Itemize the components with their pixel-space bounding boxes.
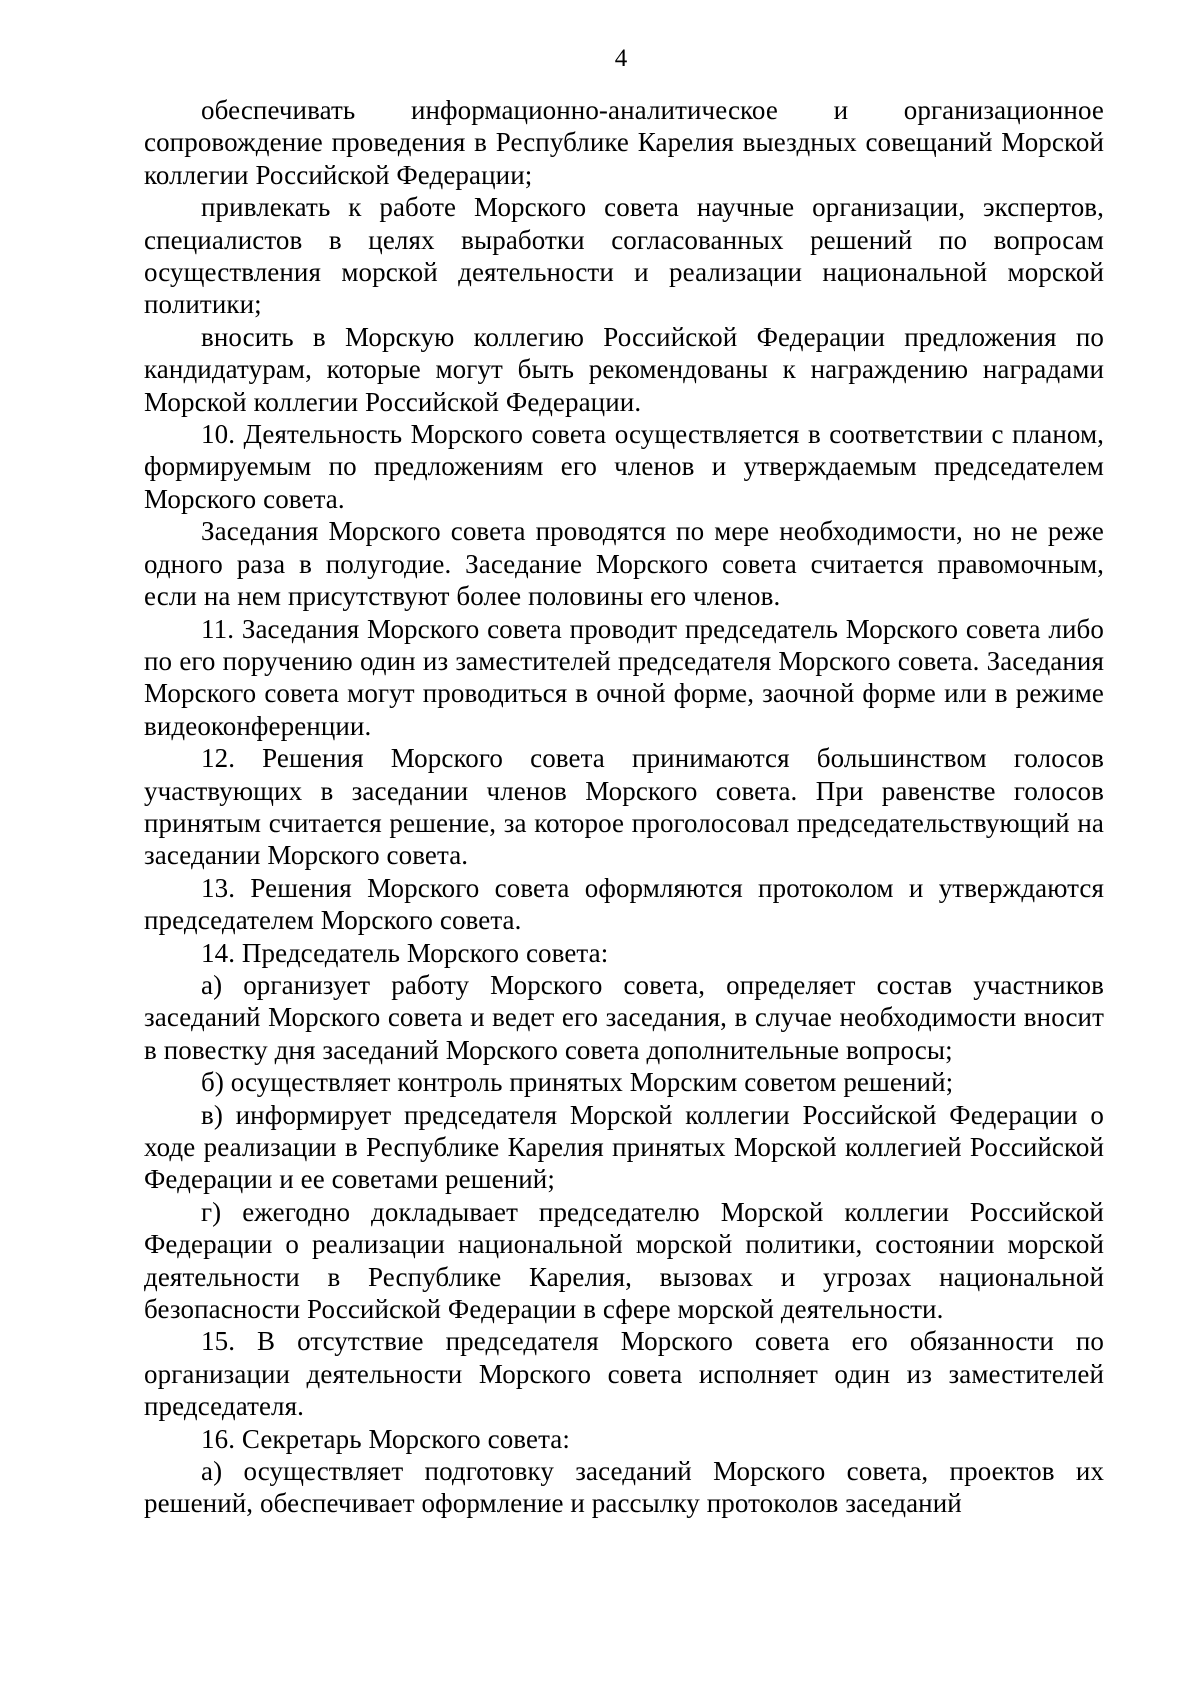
paragraph-12: в) информирует председателя Морской коллегии Российской Федерации о ходе реализации в Республике Карелия принятых Морской коллегией Российской Федерации и ее советами решений; (144, 1099, 1104, 1195)
paragraph-2: привлекать к работе Морского совета научные организации, экспертов, специалистов в целях выработки согласованных решений по вопросам осуществления морской деятельности и реализации национальной морской политики; (144, 192, 1104, 320)
paragraph-8: 13. Решения Морского совета оформляются протоколом и утверждаются председателем Морского совета. (144, 872, 1104, 936)
paragraph-14: 15. В отсутствие председателя Морского совета его обязанности по организации деятельности Морского совета исполняет один из заместителей председателя. (144, 1326, 1104, 1422)
paragraph-9: 14. Председатель Морского совета: (201, 937, 609, 968)
paragraph-5: Заседания Морского совета проводятся по мере необходимости, но не реже одного раза в полугодие. Заседание Морского совета считается правомочным, если на нем присутствуют более половины его членов. (144, 516, 1104, 612)
paragraph-11: б) осуществляет контроль принятых Морским советом решений; (201, 1067, 954, 1098)
paragraph-10: а) организует работу Морского совета, определяет состав участников заседаний Морского совета и ведет его заседания, в случае необходимости вносит в повестку дня заседаний Морского совета дополнительные вопросы; (144, 969, 1104, 1065)
paragraph-1: обеспечивать информационно-аналитическое и организационное сопровождение проведения в Республике Карелия выездных совещаний Морской коллегии Российской Федерации; (144, 95, 1104, 190)
paragraph-15: 16. Секретарь Морского совета: (201, 1423, 570, 1454)
paragraph-13: г) ежегодно докладывает председателю Морской коллегии Российской Федерации о реализации национальной морской политики, состоянии морской деятельности в Республике Карелия, вызовах и угрозах национальной безопасности Российской Федерации в сфере морской деятельности. (144, 1196, 1104, 1325)
paragraph-6: 11. Заседания Морского совета проводит председатель Морского совета либо по его поручению один из заместителей председателя Морского совета. Заседания Морского совета могут проводиться в очной форме, заочной форме или в режиме видеоконференции. (144, 613, 1104, 741)
paragraph-16: а) осуществляет подготовку заседаний Морского совета, проектов их решений, обеспечивает оформление и рассылку протоколов заседаний (144, 1456, 1104, 1519)
paragraph-3: вносить в Морскую коллегию Российской Федерации предложения по кандидатурам, которые могут быть рекомендованы к награждению наградами Морской коллегии Российской Федерации. (144, 321, 1104, 417)
paragraph-7: 12. Решения Морского совета принимаются большинством голосов участвующих в заседании членов Морского совета. При равенстве голосов принятым считается решение, за которое проголосовал председательствующий на заседании Морского совета. (144, 743, 1104, 871)
document-body (144, 94, 1104, 1520)
paragraph-4: 10. Деятельность Морского совета осуществляется в соответствии с планом, формируемым по предложениям его членов и утверждаемым председателем Морского совета. (144, 419, 1104, 514)
page-number: 4 (614, 45, 628, 72)
